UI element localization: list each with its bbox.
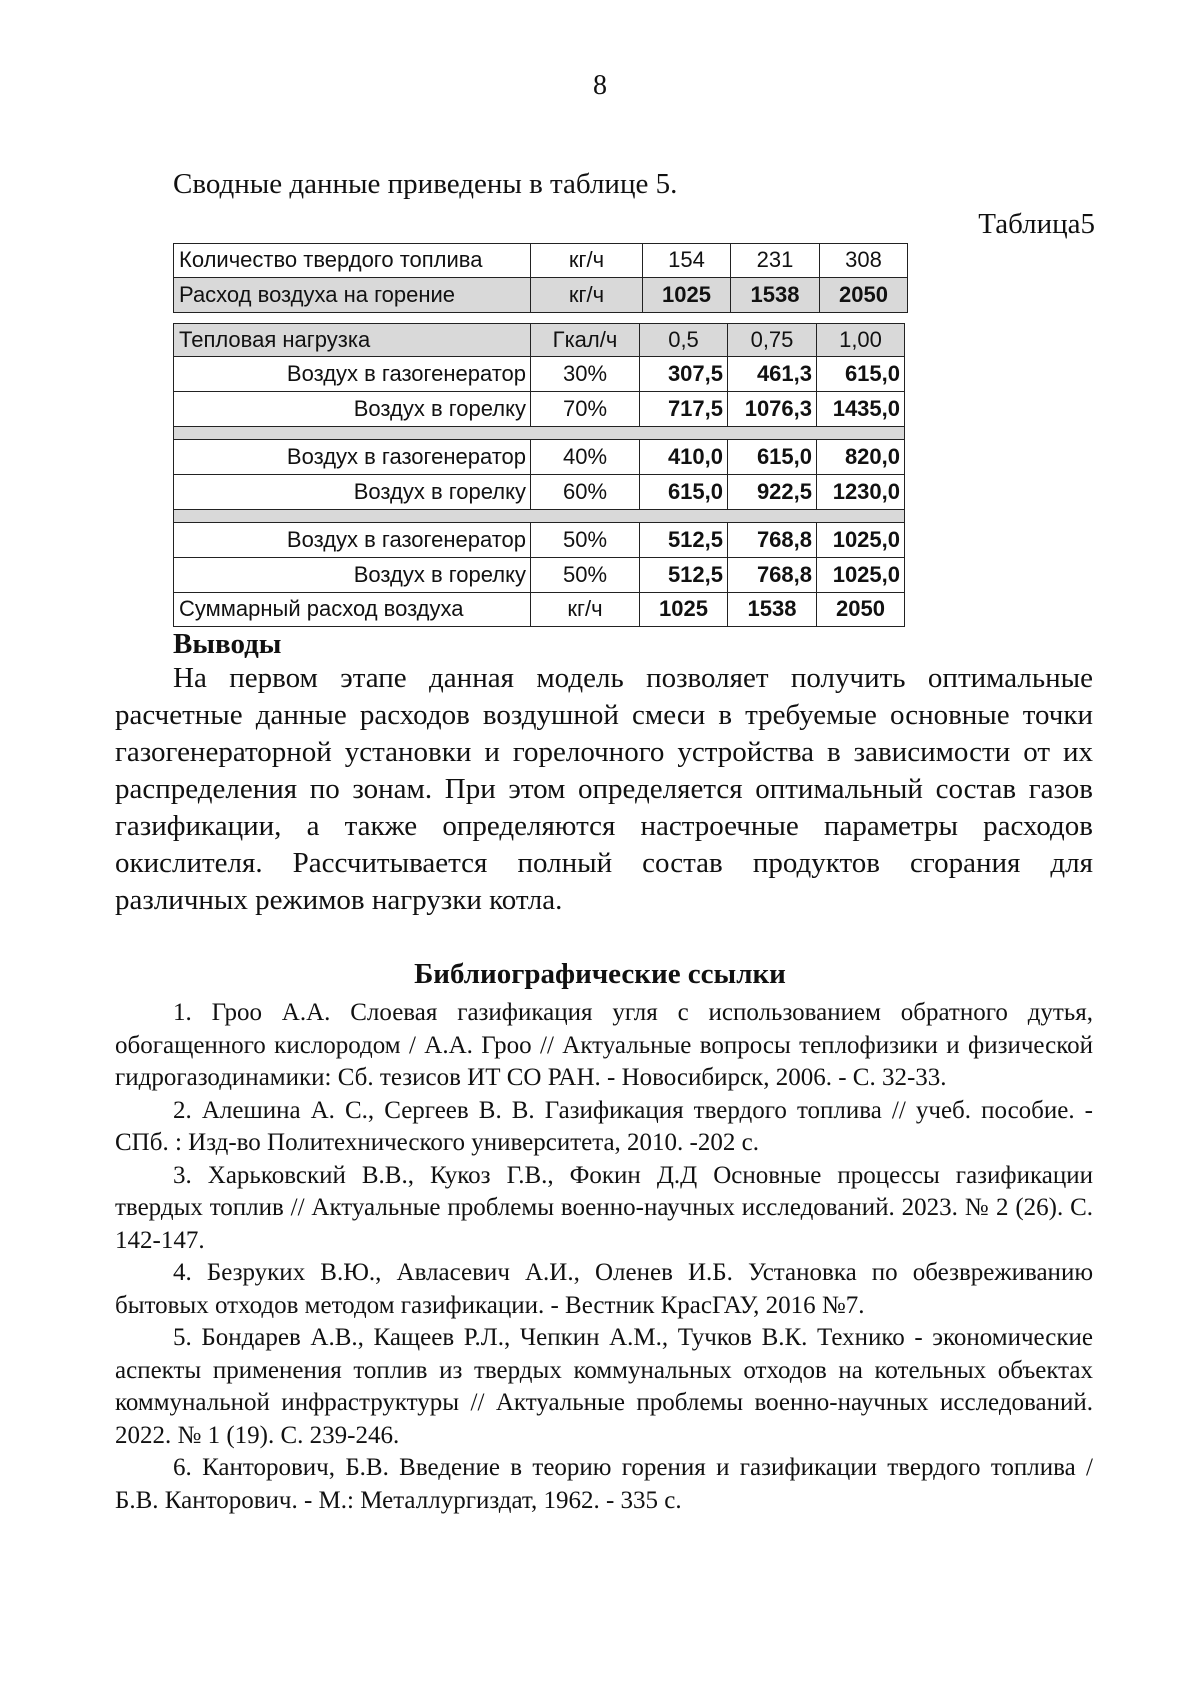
row-label: Воздух в горелку (173, 557, 530, 592)
row-label: Тепловая нагрузка (173, 323, 530, 356)
reference-item: 2. Алешина А. С., Сергеев В. В. Газификация твердого топлива // учеб. пособие. - СПб. : Изд-во Политехнического университета, 2010. -202 с. (115, 1096, 1093, 1156)
table-rule (173, 312, 908, 313)
table-caption: Таблица5 (978, 208, 1095, 240)
row-value: 461,3 (727, 356, 816, 391)
table-rule (173, 626, 905, 627)
reference-item: 5. Бондарев А.В., Кащеев Р.Л., Чепкин А.М., Тучков В.К. Технико - экономические аспекты применения топлив из твердых коммунальных отходов на котельных объектах коммунальной инфраструктуры // Актуальные проблемы военно-научных исследований. 2022. № 1 (19). С. 239-246. (115, 1324, 1093, 1449)
row-value: 1538 (730, 277, 819, 312)
row-value: 512,5 (639, 522, 727, 557)
row-label: Воздух в газогенератор (173, 439, 530, 474)
row-value: 308 (819, 243, 908, 277)
row-value: 0,5 (639, 323, 727, 356)
row-unit: 50% (530, 522, 639, 557)
row-value: 154 (642, 243, 730, 277)
row-unit: кг/ч (530, 592, 639, 626)
row-value: 615,0 (727, 439, 816, 474)
row-value: 717,5 (639, 391, 727, 426)
intro-sentence: Сводные данные приведены в таблице 5. (173, 168, 678, 200)
row-label: Воздух в газогенератор (173, 356, 530, 391)
table-rule (173, 243, 908, 244)
row-value: 1025 (642, 277, 730, 312)
row-value: 1,00 (816, 323, 905, 356)
table-row (173, 439, 905, 474)
row-value: 307,5 (639, 356, 727, 391)
row-unit: 30% (530, 356, 639, 391)
table-row (173, 356, 905, 391)
row-value: 1230,0 (816, 474, 905, 509)
row-unit: 70% (530, 391, 639, 426)
row-value: 768,8 (727, 522, 816, 557)
row-unit: Гкал/ч (530, 323, 639, 356)
table-separator (173, 426, 905, 439)
references-heading: Библиографические ссылки (414, 958, 786, 990)
row-value: 512,5 (639, 557, 727, 592)
table-row (173, 592, 905, 626)
table-rule (173, 474, 905, 475)
row-label: Воздух в горелку (173, 391, 530, 426)
table-row (173, 557, 905, 592)
row-value: 231 (730, 243, 819, 277)
conclusions-heading: Выводы (173, 628, 282, 660)
row-value: 768,8 (727, 557, 816, 592)
conclusions-body (115, 660, 1093, 919)
row-value: 820,0 (816, 439, 905, 474)
table-rule (173, 557, 905, 558)
row-value: 1538 (727, 592, 816, 626)
table-row (173, 277, 908, 312)
row-label: Воздух в газогенератор (173, 522, 530, 557)
table-row (173, 243, 908, 277)
references-list (115, 997, 1093, 1517)
row-unit: кг/ч (530, 277, 642, 312)
table-row (173, 522, 905, 557)
row-unit: кг/ч (530, 243, 642, 277)
table-rule (173, 323, 905, 324)
row-unit: 40% (530, 439, 639, 474)
reference-item: 3. Харьковский В.В., Кукоз Г.В., Фокин Д.Д Основные процессы газификации твердых топлив // Актуальные проблемы военно-научных исследований. 2023. № 2 (26). С. 142-147. (115, 1161, 1093, 1254)
conclusions-paragraph: На первом этапе данная модель позволяет получить оптимальные расчетные данные расходов воздушной смеси в требуемые основные точки газогенераторной установки и горелочного устройства в зависимости от их распределения по зонам. При этом определяется оптимальный состав газов газификации, а также определяются настроечные параметры расходов окислителя. Рассчитывается полный состав продуктов сгорания для различных режимов нагрузки котла. (115, 662, 1093, 916)
row-value: 615,0 (639, 474, 727, 509)
row-value: 1076,3 (727, 391, 816, 426)
row-value: 0,75 (727, 323, 816, 356)
table-rule (173, 277, 908, 278)
row-value: 1025,0 (816, 522, 905, 557)
reference-item: 4. Безруких В.Ю., Авласевич А.И., Оленев И.Б. Установка по обезвреживанию бытовых отходов методом газификации. - Вестник КрасГАУ, 2016 №7. (115, 1259, 1093, 1319)
row-unit: 50% (530, 557, 639, 592)
row-label: Воздух в горелку (173, 474, 530, 509)
table-separator (173, 509, 905, 522)
page-number: 8 (593, 70, 607, 101)
reference-item: 6. Канторович, Б.В. Введение в теорию горения и газификации твердого топлива / Б.В. Канторович. - М.: Металлургиздат, 1962. - 335 с. (115, 1454, 1093, 1514)
table-rule (173, 391, 905, 392)
row-value: 1025 (639, 592, 727, 626)
row-value: 615,0 (816, 356, 905, 391)
row-value: 2050 (819, 277, 908, 312)
row-value: 1025,0 (816, 557, 905, 592)
table-rule (173, 439, 905, 440)
table-row (173, 323, 905, 356)
row-value: 1435,0 (816, 391, 905, 426)
table-row (173, 391, 905, 426)
reference-item: 1. Гроо А.А. Слоевая газификация угля с использованием обратного дутья, обогащенного кислородом / А.А. Гроо // Актуальные вопросы теплофизики и физической гидрогазодинамики: Сб. тезисов ИТ СО РАН. - Новосибирск, 2006. - С. 32-33. (115, 999, 1093, 1091)
row-value: 410,0 (639, 439, 727, 474)
table-rule (173, 522, 905, 523)
row-value: 922,5 (727, 474, 816, 509)
table-rule (173, 592, 905, 593)
row-label: Суммарный расход воздуха (173, 592, 530, 626)
table-row (173, 474, 905, 509)
table-rule (173, 356, 905, 357)
row-value: 2050 (816, 592, 905, 626)
row-unit: 60% (530, 474, 639, 509)
row-label: Расход воздуха на горение (173, 277, 530, 312)
row-label: Количество твердого топлива (173, 243, 530, 277)
